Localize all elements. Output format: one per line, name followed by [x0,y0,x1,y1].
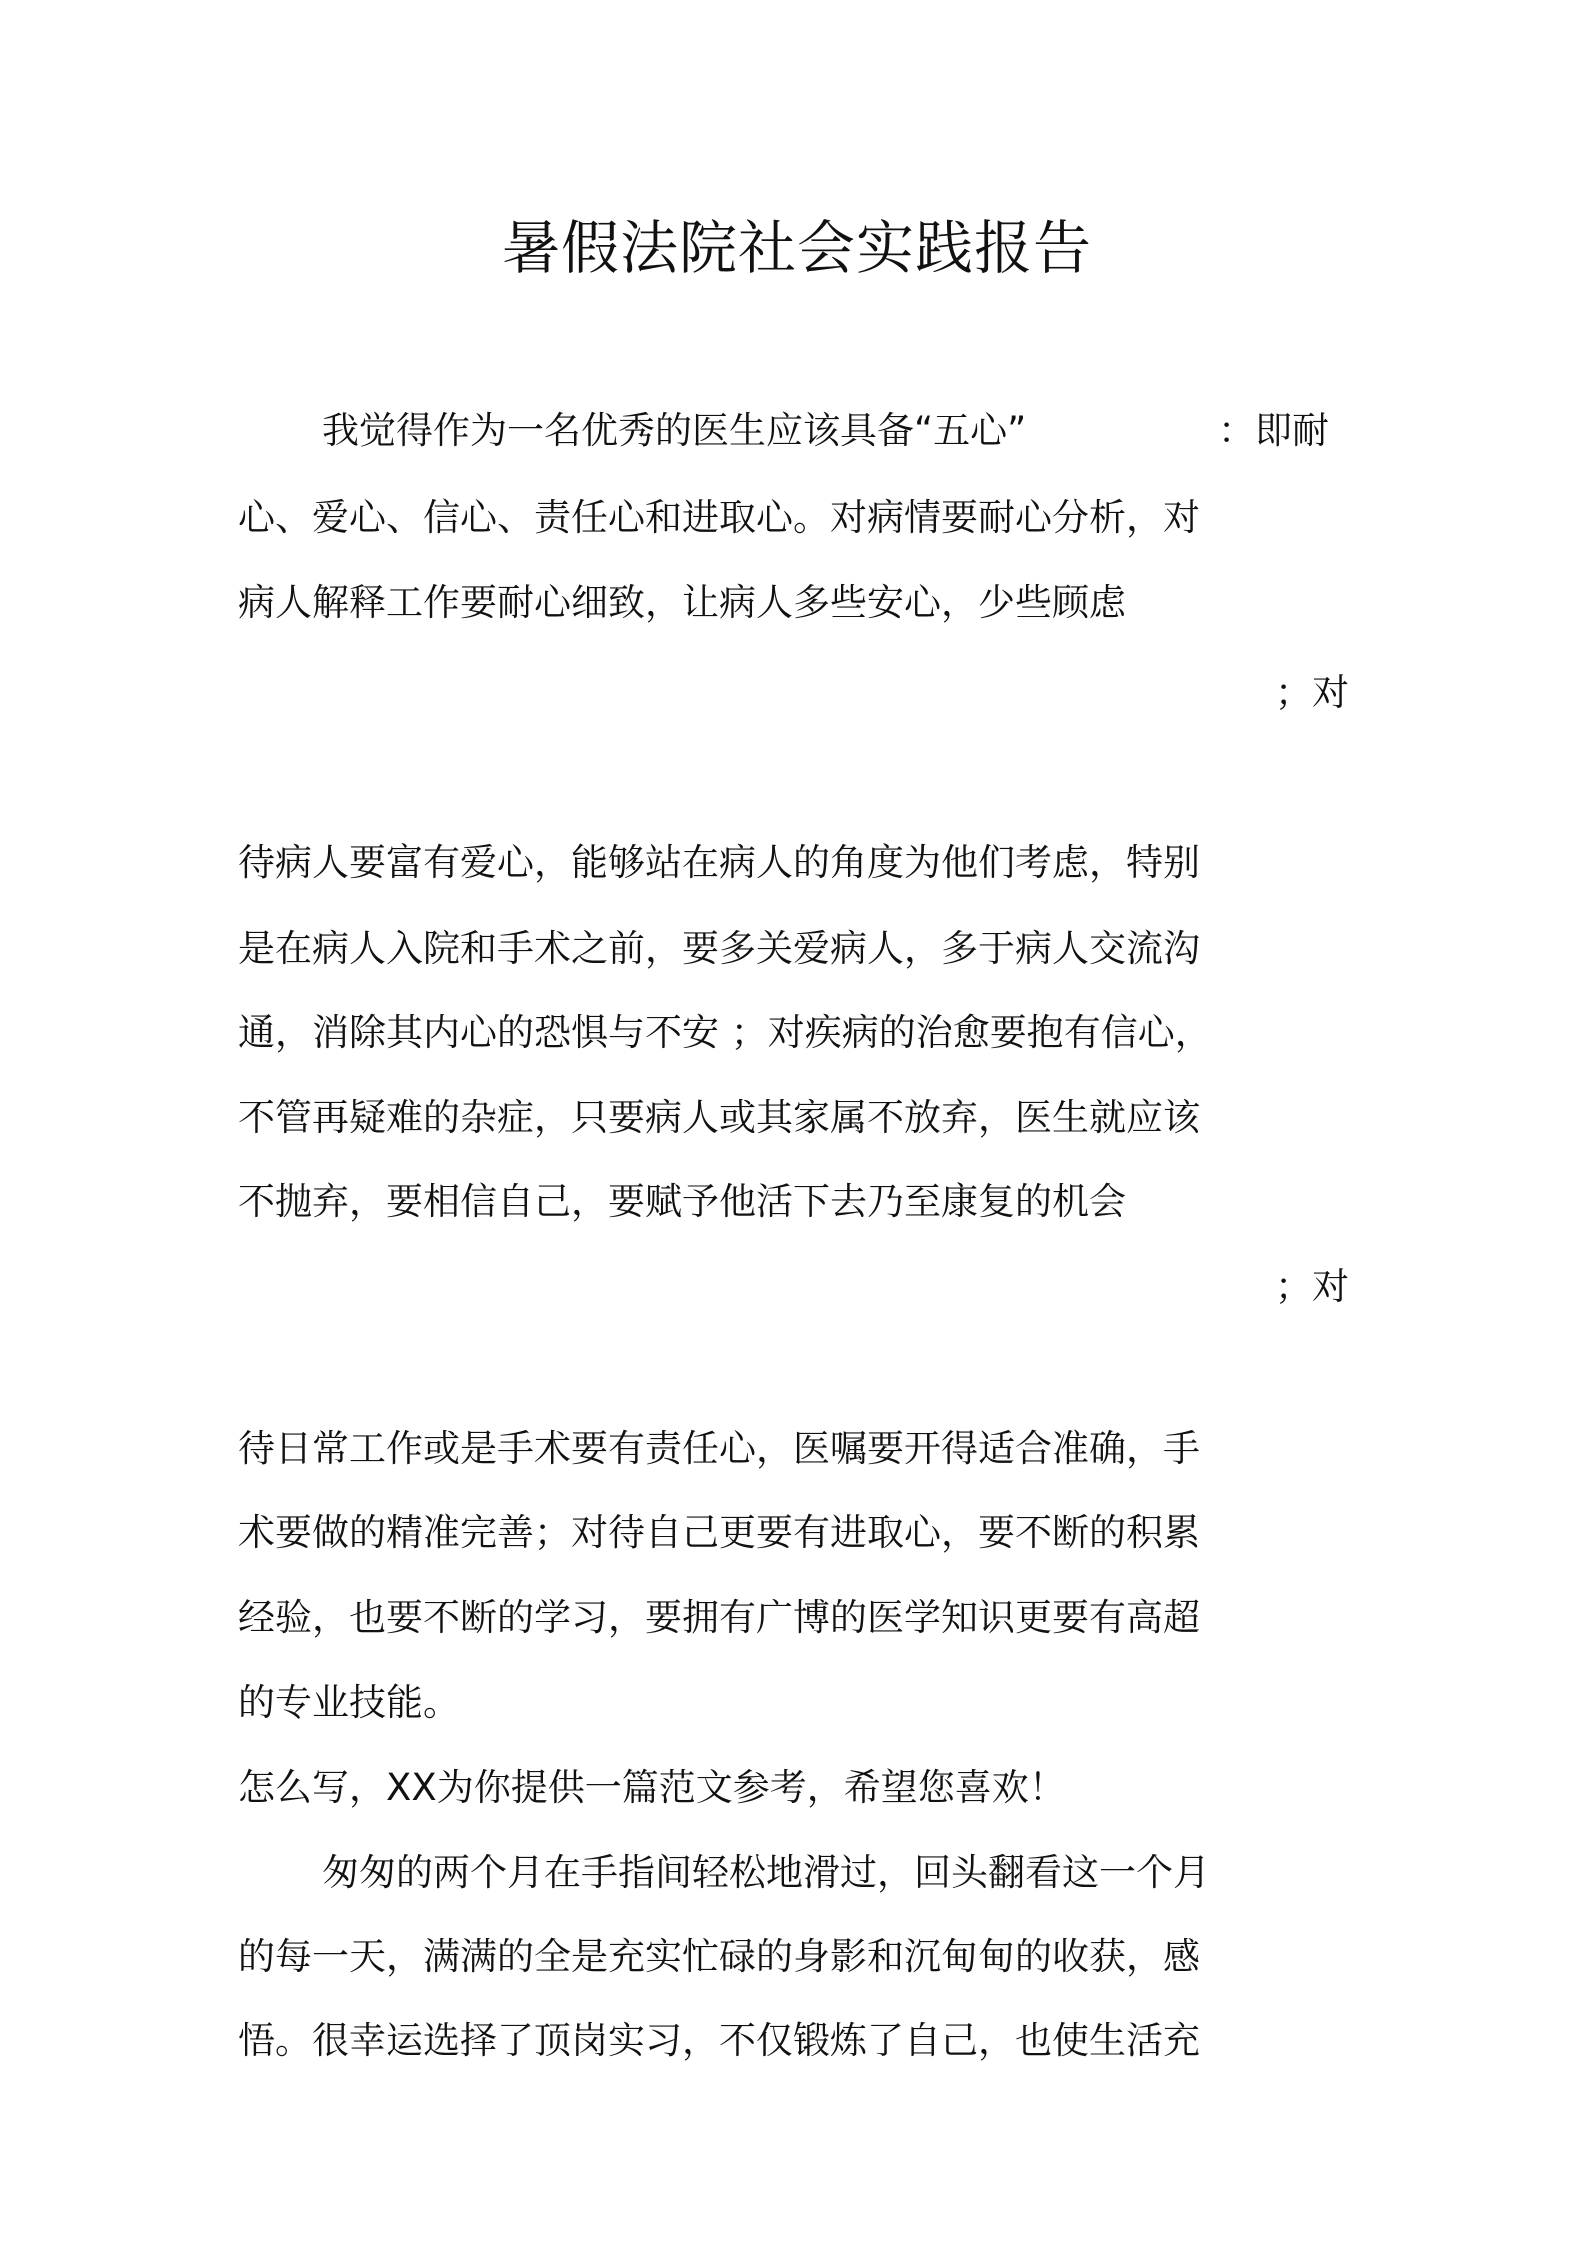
p2-line-2: 是在病人入院和手术之前，要多关爱病人，多于病人交流沟 [238,927,1200,970]
p4-line-3: 悟。很幸运选择了顶岗实习，不仅锻炼了自己，也使生活充 [238,2019,1200,2062]
page-title: 暑假法院社会实践报告 [501,214,1092,282]
p1-line-1-tail: ：即耐 [1218,409,1329,452]
p2-line-4: 不管再疑难的杂症，只要病人或其家属不放弃，医生就应该 [238,1096,1200,1139]
p4-line-1: 匆匆的两个月在手指间轻松地滑过，回头翻看这一个月 [322,1851,1210,1894]
p2-line-1: 待病人要富有爱心，能够站在病人的角度为他们考虑，特别 [238,841,1200,884]
p2-line-5-tail: ；对 [1275,1265,1349,1308]
p1-line-3: 病人解释工作要耐心细致，让病人多些安心，少些顾虑 [238,581,1126,624]
p1-line-2: 心、爱心、信心、责任心和进取心。对病情要耐心分析，对 [238,496,1200,539]
p3-line-1: 待日常工作或是手术要有责任心，医嘱要开得适合准确，手 [238,1427,1200,1470]
p1-line-3-tail: ；对 [1275,671,1349,714]
intro-line: 怎么写，XX为你提供一篇范文参考，希望您喜欢！ [238,1766,1066,1809]
p2-line-5: 不抛弃，要相信自己，要赋予他活下去乃至康复的机会 [238,1180,1126,1223]
p1-line-1: 我觉得作为一名优秀的医生应该具备“五心” [322,409,1027,452]
p3-line-2: 术要做的精准完善；对待自己更要有进取心，要不断的积累 [238,1511,1200,1554]
p3-line-4: 的专业技能。 [238,1681,460,1724]
p2-line-3: 通，消除其内心的恐惧与不安 ；对疾病的治愈要抱有信心， [238,1011,1212,1054]
p4-line-2: 的每一天，满满的全是充实忙碌的身影和沉甸甸的收获，感 [238,1935,1200,1978]
p3-line-3: 经验，也要不断的学习，要拥有广博的医学知识更要有高超 [238,1596,1200,1639]
